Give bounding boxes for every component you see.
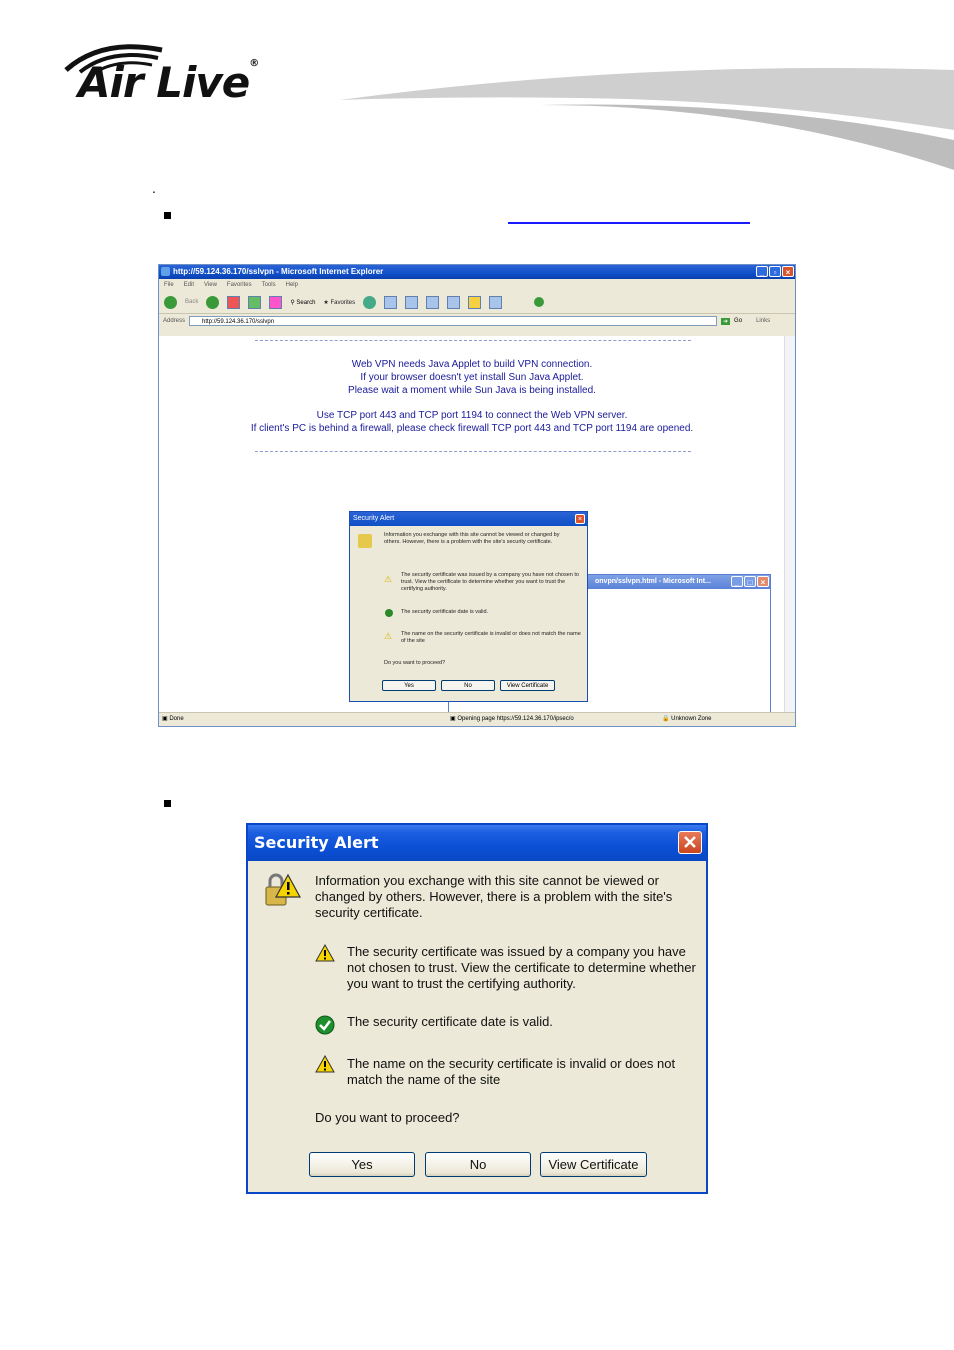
browser-toolbar: [159, 291, 795, 314]
link-underline[interactable]: [508, 222, 750, 224]
back-label: Back: [185, 299, 199, 305]
dialog-title: Security Alert: [254, 833, 379, 852]
popup-titlebar: onvpn/sslvpn.html - Microsoft Int... _ □ ×: [449, 575, 770, 589]
browser-statusbar: [159, 712, 795, 726]
small-dialog-close-icon[interactable]: ×: [575, 514, 585, 524]
discuss-icon[interactable]: [447, 296, 460, 309]
ie-icon: [161, 267, 170, 276]
browser-screenshot: [158, 264, 796, 727]
mail-icon[interactable]: [384, 296, 397, 309]
proceed-question: Do you want to proceed?: [315, 1110, 460, 1125]
popup-maximize-icon[interactable]: □: [744, 576, 756, 587]
small-intro: Information you exchange with this site cannot be viewed or changed by others. However, there is a problem with the site's security certificate.: [384, 532, 560, 545]
popup-status-text: ▣ Opening page https://59.124.36.170/ipsec/o: [450, 716, 574, 722]
menu-view[interactable]: View: [204, 282, 217, 288]
restore-icon[interactable]: ▫: [769, 266, 781, 277]
view-certificate-button[interactable]: View Certificate: [540, 1152, 647, 1177]
stray-dot: .: [152, 180, 156, 196]
favorites-button[interactable]: ★ Favorites: [323, 299, 356, 306]
close-icon[interactable]: ×: [782, 266, 794, 277]
popup-close-icon[interactable]: ×: [757, 576, 769, 587]
browser-title: http://59.124.36.170/sslvpn - Microsoft Internet Explorer: [173, 267, 384, 276]
bullet-1: [164, 212, 171, 219]
no-button[interactable]: No: [425, 1152, 531, 1177]
go-button[interactable]: ➜: [723, 318, 729, 325]
go-label[interactable]: Go: [734, 318, 743, 324]
home-icon[interactable]: [269, 296, 282, 309]
address-input[interactable]: http://59.124.36.170/sslvpn: [189, 316, 717, 326]
small-question: Do you want to proceed?: [384, 660, 446, 666]
address-label: Address: [163, 318, 186, 324]
small-security-dialog: [349, 511, 588, 702]
research-icon[interactable]: [489, 296, 502, 309]
menu-file[interactable]: File: [164, 282, 174, 288]
close-icon[interactable]: [678, 831, 702, 854]
menu-tools[interactable]: Tools: [261, 282, 276, 288]
small-lock-icon: [358, 534, 372, 548]
warning-icon: [315, 944, 335, 962]
bullet-2: [164, 800, 171, 807]
small-yes-button[interactable]: Yes: [382, 680, 436, 691]
messenger-icon[interactable]: [534, 297, 544, 307]
small-warning-icon-2: ⚠: [384, 631, 393, 641]
links-label[interactable]: Links: [756, 318, 771, 324]
minimize-icon[interactable]: _: [756, 266, 768, 277]
logo: Air Live®: [78, 58, 259, 107]
warning-icon: [315, 1055, 335, 1073]
small-warn2: The name on the security certificate is invalid or does not match the name of the site: [401, 631, 581, 644]
small-no-button[interactable]: No: [441, 680, 495, 691]
refresh-icon[interactable]: [248, 296, 261, 309]
divider-bottom: [255, 451, 691, 452]
menu-favorites[interactable]: Favorites: [226, 282, 252, 288]
browser-titlebar: [159, 265, 795, 279]
edit-icon[interactable]: [426, 296, 439, 309]
page-text-2: Use TCP port 443 and TCP port 1194 to connect the Web VPN server. If client's PC is behind a firewall, please check firewall TCP port 443 and TCP port 1194 are opened.: [250, 410, 694, 434]
menu-edit[interactable]: Edit: [183, 282, 195, 288]
date-valid-text: The security certificate date is valid.: [347, 1014, 553, 1029]
browser-menubar: [159, 279, 795, 291]
browser-scrollbar[interactable]: [784, 336, 795, 713]
check-icon: [315, 1015, 335, 1035]
media-icon[interactable]: [363, 296, 376, 309]
small-dialog-titlebar: Security Alert ×: [350, 512, 587, 526]
browser-page: [159, 336, 785, 713]
header-swoosh: [340, 60, 954, 180]
folder-icon[interactable]: [468, 296, 481, 309]
padlock-warning-icon: [262, 871, 302, 911]
address-bar: [159, 314, 795, 328]
print-icon[interactable]: [405, 296, 418, 309]
popup-minimize-icon[interactable]: _: [731, 576, 743, 587]
dialog-titlebar: [248, 825, 706, 861]
small-check-icon: [385, 609, 393, 617]
small-ok1: The security certificate date is valid.: [401, 609, 489, 615]
warning-untrusted-issuer: The security certificate was issued by a company you have not chosen to trust. View the certificate to determine whether you want to trust the certifying authority.: [347, 944, 696, 991]
back-icon[interactable]: [164, 296, 177, 309]
stop-icon[interactable]: [227, 296, 240, 309]
zone-status: 🔒 Unknown Zone: [662, 716, 712, 722]
menu-help[interactable]: Help: [285, 282, 298, 288]
divider-top: [255, 340, 691, 341]
page-text-1: Web VPN needs Java Applet to build VPN connection. If your browser doesn't yet install Sun Java Applet. Please wait a moment while Sun Java is being installed.: [348, 359, 596, 396]
dialog-intro: Information you exchange with this site cannot be viewed or changed by others. However, there is a problem with the site's security certificate.: [315, 873, 673, 920]
status-done: ▣ Done: [162, 716, 184, 722]
small-warning-icon-1: ⚠: [384, 574, 393, 584]
small-warn1: The security certificate was issued by a company you have not chosen to trust. View the certificate to determine whether you want to trust the certifying authority.: [401, 572, 579, 592]
yes-button[interactable]: Yes: [309, 1152, 415, 1177]
forward-icon[interactable]: [206, 296, 219, 309]
security-alert-dialog: [246, 823, 708, 1194]
small-view-certificate-button[interactable]: View Certificate: [500, 680, 555, 691]
search-button[interactable]: ⚲ Search: [290, 299, 316, 306]
warning-name-mismatch: The name on the security certificate is invalid or does not match the name of the site: [347, 1056, 676, 1087]
